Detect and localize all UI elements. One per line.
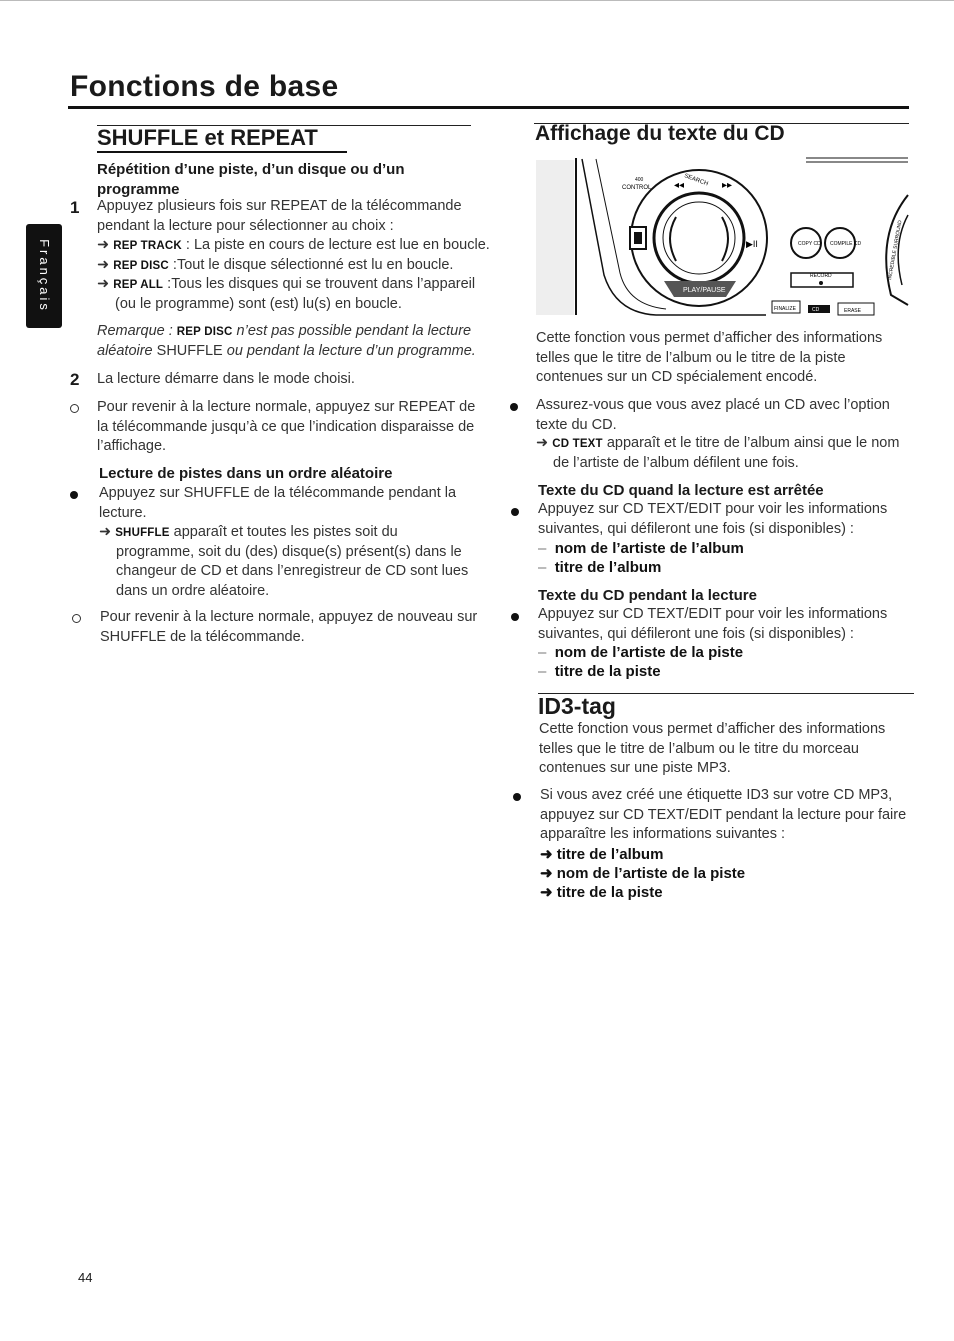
cd-text-result-line: [536, 434, 899, 455]
id3-item-1: [540, 845, 663, 863]
step-2-number: 2: [70, 370, 80, 389]
return-normal-line-3: l’affichage.: [97, 438, 167, 454]
language-tab-label: Français: [37, 239, 52, 313]
note-text-1: n’est pas possible pendant la lecture: [232, 323, 472, 339]
page-title: Fonctions de base: [70, 70, 339, 103]
svg-text:◂◂: ◂◂: [674, 180, 685, 191]
cd-playing-item-2: – titre de la piste: [538, 663, 661, 680]
cd-check-line-2: texte du CD.: [536, 416, 617, 433]
arrow-icon: ➜: [536, 435, 553, 451]
shuffle-result-line-3: changeur de CD et dans l’enregistreur de CD sont lues: [116, 563, 469, 579]
svg-text:400: 400: [635, 177, 644, 183]
return-normal-line-2: la télécommande jusqu’à ce que l’indication disparaisse de: [97, 418, 475, 435]
cd-playing-subheading: Texte du CD pendant la lecture: [538, 587, 757, 604]
language-tab: [26, 224, 62, 328]
cd-stopped-line-2: suivantes, qui défileront une fois (si disponibles) :: [538, 520, 854, 537]
svg-text:PLAY/PAUSE: PLAY/PAUSE: [683, 287, 726, 294]
id3-item-2-text: nom de l’artiste de la piste: [556, 865, 746, 882]
rep-all-line-2: (ou le programme) sont (est) lu(s) en boucle.: [115, 295, 402, 312]
id3-title: ID3-tag: [538, 693, 616, 719]
rep-track-text: : La piste en cours de lecture est lue en boucle.: [181, 237, 490, 253]
cd-stopped-item-2: – titre de l’album: [538, 559, 662, 576]
id3-item-1-text: titre de l’album: [556, 846, 664, 863]
note-label: Remarque :: [97, 323, 177, 339]
return-normal-line-1: Pour revenir à la lecture normale, appuyez sur REPEAT de: [97, 399, 476, 415]
cd-text-result: apparaît et le titre de l’album ainsi que le nom: [602, 435, 900, 451]
id3-step-line-2: appuyez sur CD TEXT/EDIT pendant la lecture pour faire: [540, 806, 907, 823]
id3-item-3-text: titre de la piste: [556, 884, 663, 901]
rep-all-line: [97, 275, 475, 296]
id3-step-line-1: Si vous avez créé une étiquette ID3 sur votre CD MP3,: [540, 787, 893, 803]
shuffle-step-line-2: lecture.: [99, 504, 147, 521]
svg-text:ERASE: ERASE: [844, 308, 861, 314]
note-shuffle: SHUFFLE: [156, 342, 223, 359]
svg-text:FINALIZE: FINALIZE: [774, 306, 796, 312]
id3-step-line-3: apparaître les informations suivantes :: [540, 826, 786, 842]
cd-text-key: CD TEXT: [552, 438, 603, 450]
rep-disc-line: [97, 256, 453, 277]
svg-text:COPY CD: COPY CD: [798, 241, 821, 247]
hollow-bullet: [72, 614, 81, 623]
cd-text-result-line-2: de l’artiste de l’album défilent une fois.: [553, 454, 799, 471]
id3-intro-line-2: telles que le titre de l’album ou le titre du morceau: [539, 740, 859, 757]
cd-playing-item-1-text: nom de l’artiste de la piste: [554, 644, 744, 661]
svg-text:COMPILE CD: COMPILE CD: [830, 241, 862, 247]
step-1-number: 1: [70, 198, 80, 217]
rep-all-key: REP ALL: [113, 279, 164, 291]
note-key: REP DISC: [176, 326, 233, 338]
step-2-text: La lecture démarre dans le mode choisi.: [97, 371, 355, 387]
step-1-line-1: Appuyez plusieurs fois sur REPEAT de la télécommande: [97, 198, 462, 214]
cd-stopped-item-2-text: titre de l’album: [554, 559, 662, 576]
arrow-icon: ➜: [99, 524, 116, 540]
rep-all-text: :Tous les disques qui se trouvent dans l’appareil: [163, 276, 476, 292]
cd-intro-line-2: telles que le titre de l’album ou le titre de la piste: [536, 349, 846, 366]
shuffle-key: SHUFFLE: [115, 527, 170, 539]
step-1-line-2: pendant la lecture pour sélectionner au choix :: [97, 217, 394, 234]
svg-text:SEARCH: SEARCH: [683, 173, 709, 188]
repeat-subheading: Répétition d’une piste, d’un disque ou d’un programme: [97, 161, 405, 198]
cd-stopped-line-1: Appuyez sur CD TEXT/EDIT pour voir les informations: [538, 501, 888, 517]
arrow-icon: ➜: [540, 865, 557, 882]
cd-playing-line-2: suivantes, qui défileront une fois (si disponibles) :: [538, 625, 854, 642]
arrow-icon: ➜: [97, 256, 114, 273]
note-line-2: [97, 342, 476, 362]
rep-track-key: REP TRACK: [113, 240, 182, 252]
id3-item-3: [540, 883, 663, 901]
rep-disc-key: REP DISC: [113, 259, 169, 272]
shuffle-step-line-1: Appuyez sur SHUFFLE de la télécommande pendant la: [99, 485, 457, 501]
svg-text:CD: CD: [812, 307, 820, 313]
top-hairline: [0, 0, 954, 1]
bullet: [511, 508, 519, 516]
arrow-icon: ➜: [97, 276, 114, 292]
shuffle-return-line-1: Pour revenir à la lecture normale, appuyez de nouveau sur: [100, 609, 478, 625]
arrow-icon: ➜: [540, 884, 557, 901]
arrow-icon: ➜: [97, 237, 114, 253]
note-text-3: ou pendant la lecture d’un programme.: [222, 342, 476, 359]
rep-disc-text: :Tout le disque sélectionné est lu en boucle.: [168, 256, 454, 273]
id3-intro-line-3: contenues sur une piste MP3.: [539, 760, 731, 776]
device-illustration: [536, 155, 910, 317]
note-line-1: [97, 322, 471, 343]
cd-stopped-subheading: Texte du CD quand la lecture est arrêtée: [538, 482, 824, 499]
hollow-bullet: [70, 404, 79, 413]
cd-text-title: Affichage du texte du CD: [535, 122, 785, 145]
shuffle-subheading: Lecture de pistes dans un ordre aléatoire: [99, 465, 393, 482]
svg-text:▸▸: ▸▸: [722, 180, 733, 191]
cd-stopped-item-1: – nom de l’artiste de l’album: [538, 540, 744, 557]
left-title-underline: [97, 151, 347, 153]
shuffle-repeat-title: SHUFFLE et REPEAT: [97, 125, 318, 150]
page-number: 44: [78, 1270, 93, 1285]
bullet: [70, 491, 78, 499]
svg-text:CONTROL: CONTROL: [622, 185, 652, 191]
cd-playing-item-1: – nom de l’artiste de la piste: [538, 644, 744, 661]
id3-item-2: [540, 864, 745, 882]
cd-playing-item-2-text: titre de la piste: [554, 663, 661, 680]
cd-intro-line-3: contenues sur un CD spécialement encodé.: [536, 369, 818, 385]
id3-intro-line-1: Cette fonction vous permet d’afficher des informations: [539, 721, 886, 737]
cd-check-line-1: Assurez-vous que vous avez placé un CD avec l’option: [536, 397, 890, 413]
svg-text:▶II: ▶II: [746, 239, 758, 249]
title-rule: [68, 106, 909, 109]
display-panel: [536, 160, 574, 315]
shuffle-return-line-2: SHUFFLE de la télécommande.: [100, 628, 305, 645]
bullet: [510, 403, 518, 411]
svg-text:INCREDIBLE SURROUND: INCREDIBLE SURROUND: [887, 219, 904, 281]
shuffle-result-line: [99, 523, 398, 544]
bullet: [511, 613, 519, 621]
shuffle-result-line-2: programme, soit du (des) disque(s) présent(s) dans le: [116, 543, 462, 560]
svg-text:RECORD: RECORD: [810, 273, 832, 279]
cd-intro-line-1: Cette fonction vous permet d’afficher des informations: [536, 330, 883, 346]
cd-stopped-item-1-text: nom de l’artiste de l’album: [554, 540, 744, 557]
shuffle-result-line-4: dans un ordre aléatoire.: [116, 582, 270, 599]
cd-playing-line-1: Appuyez sur CD TEXT/EDIT pour voir les informations: [538, 606, 888, 622]
arrow-icon: ➜: [540, 846, 557, 863]
shuffle-result-text: apparaît et toutes les pistes soit du: [169, 524, 398, 540]
bullet: [513, 793, 521, 801]
note-text-2: aléatoire: [97, 342, 157, 359]
rep-track-line: [97, 236, 490, 257]
